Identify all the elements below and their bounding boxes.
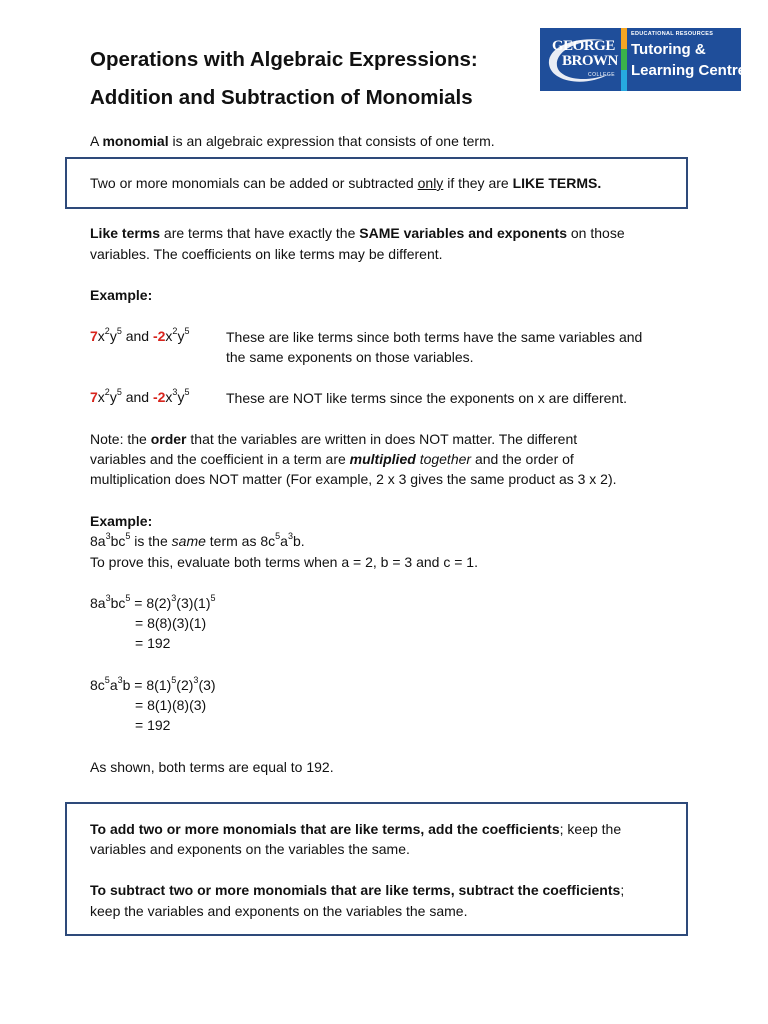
- logo-george-text: GEORGE: [552, 38, 615, 54]
- add-rule-line-1: To add two or more monomials that are like terms, add the coefficients; keep the: [90, 821, 622, 837]
- college-logo: [540, 28, 747, 91]
- add-rule-line-2: variables and exponents on the variables the same.: [90, 841, 410, 857]
- intro-text: A monomial is an algebraic expression that consists of one term.: [90, 133, 495, 149]
- logo-bar-blue: [621, 70, 627, 91]
- page-title-line1: Operations with Algebraic Expressions:: [90, 48, 478, 71]
- george-brown-logo-mark: [540, 28, 620, 91]
- logo-color-bars: [621, 28, 627, 91]
- logo-learning: Learning Centre: [631, 62, 747, 79]
- example-like-terms-expression: $7x^2y^5$ and $-2x^2y^5$: [90, 326, 190, 344]
- example-unlike-terms-expression: $7x^2y^5$ and $-2x^3y^5$: [90, 387, 190, 405]
- subtract-rule-line-2: keep the variables and exponents on the variables the same.: [90, 903, 468, 919]
- like-terms-rule-text: Two or more monomials can be added or subtracted only if they are LIKE TERMS.: [90, 175, 602, 191]
- example-unlike-terms-desc: These are NOT like terms since the exponents on x are different.: [226, 390, 628, 406]
- prove-statement: To prove this, evaluate both terms when a = 2, b = 3 and c = 1.: [90, 554, 478, 570]
- evaluation-1-line-3: = 192: [135, 635, 171, 651]
- monomial-term: monomial: [102, 133, 169, 149]
- logo-brown-text: BROWN: [562, 53, 618, 69]
- example-heading-2: Example:: [90, 513, 153, 529]
- logo-bar-orange: [621, 28, 627, 49]
- logo-bar-green: [621, 49, 627, 70]
- page-title-line2: Addition and Subtraction of Monomials: [90, 86, 473, 109]
- evaluation-1-line-1: $8a^3bc^5 = 8(2)^3(3)(1)^5$: [90, 593, 216, 611]
- logo-college-text: COLLEGE: [588, 72, 616, 78]
- example-like-terms-desc-2: the same exponents on those variables.: [226, 349, 474, 365]
- conclusion-text: As shown, both terms are equal to 192.: [90, 759, 334, 775]
- example-like-terms-desc-1: These are like terms since both terms have the same variables and: [226, 329, 643, 345]
- evaluation-2-line-2: = 8(1)(8)(3): [135, 697, 207, 713]
- logo-tutoring: Tutoring &: [631, 41, 706, 58]
- note-line-3: multiplication does NOT matter (For example, 2 x 3 gives the same product as 3 x 2).: [90, 471, 617, 487]
- note-line-1: Note: the order that the variables are written in does NOT matter. The different: [90, 431, 578, 447]
- example-heading-1: Example:: [90, 287, 153, 303]
- like-terms-definition-2: variables. The coefficients on like terms may be different.: [90, 246, 443, 262]
- evaluation-1-line-2: = 8(8)(3)(1): [135, 615, 207, 631]
- same-term-statement: $8a^3bc^5$ is the same term as $8c^5a^3b$.: [90, 531, 305, 549]
- logo-edu-resources: EDUCATIONAL RESOURCES: [631, 31, 714, 37]
- subtract-rule-line-1: To subtract two or more monomials that are like terms, subtract the coefficients;: [90, 882, 625, 898]
- note-line-2: variables and the coefficient in a term are multiplied together and the order of: [90, 451, 574, 467]
- evaluation-2-line-3: = 192: [135, 717, 171, 733]
- evaluation-2-line-1: $8c^5a^3b = 8(1)^5(2)^3(3)$: [90, 675, 216, 693]
- like-terms-definition-1: Like terms are terms that have exactly the SAME variables and exponents on those: [90, 225, 625, 241]
